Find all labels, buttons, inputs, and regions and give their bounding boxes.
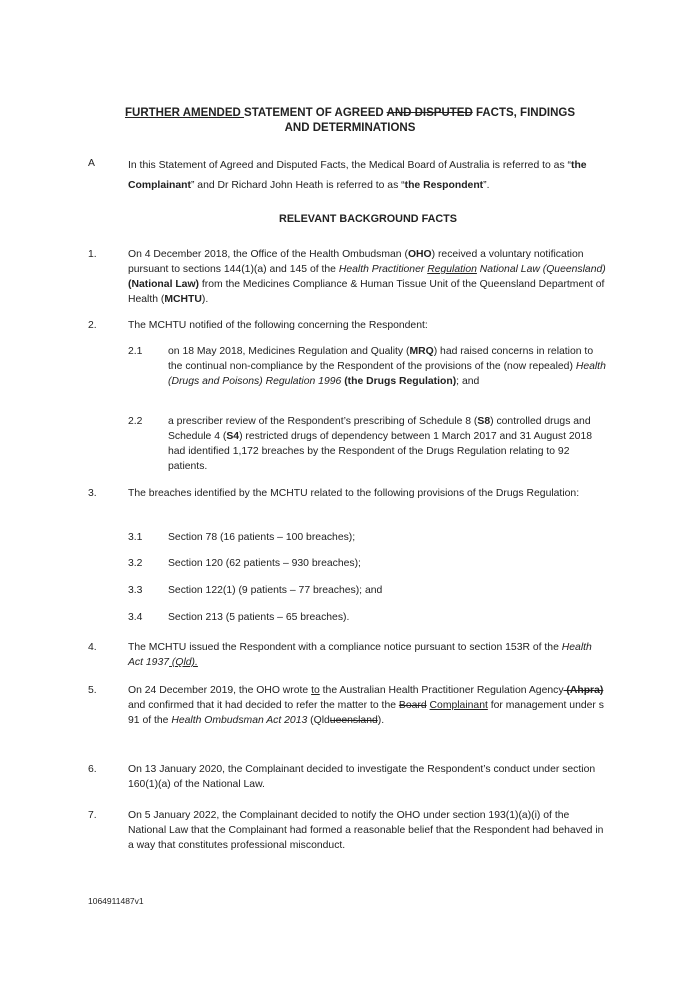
text-run: The MCHTU issued the Respondent with a compliance notice pursuant to section 153R of the xyxy=(128,642,562,653)
paragraph-text xyxy=(128,640,608,670)
paragraph-text: The MCHTU notified of the following concerning the Respondent: xyxy=(128,320,428,331)
inserted-text: Complainant xyxy=(429,700,488,711)
subparagraph-number: 3.4 xyxy=(128,612,143,623)
paragraph-text xyxy=(128,156,608,196)
paragraph-a xyxy=(88,156,608,196)
text-run: the Australian Health Practitioner Regulation Agency xyxy=(319,685,564,696)
subparagraph-number: 2.1 xyxy=(128,346,143,357)
title-amended: FURTHER AMENDED xyxy=(124,107,245,119)
paragraph-number: 5. xyxy=(88,685,97,696)
title-line2: AND DETERMINATIONS xyxy=(284,122,416,134)
title-struck: AND DISPUTED xyxy=(386,107,473,119)
text-run: ) received a voluntary notification pursuant to sections 144(1)(a) and 145 of the xyxy=(128,249,584,275)
paragraph-2 xyxy=(88,318,608,333)
list-item xyxy=(128,530,608,545)
defined-term: MCHTU xyxy=(164,294,202,305)
act-title: Health Ombudsman Act 2013 xyxy=(171,715,308,726)
text-run: In this Statement of Agreed and Disputed Facts, the Medical Board of Australia is referred to as “ xyxy=(128,160,571,171)
paragraph-3 xyxy=(88,486,608,501)
document-title xyxy=(90,106,610,136)
text-run: ). xyxy=(377,715,385,726)
defined-term: OHO xyxy=(407,249,432,260)
subparagraph-text: Section 122(1) (9 patients – 77 breaches); and xyxy=(168,585,383,596)
paragraph-number: 4. xyxy=(88,642,97,653)
paragraph-number: A xyxy=(88,158,95,169)
paragraph-text xyxy=(128,683,608,728)
section-heading: RELEVANT BACKGROUND FACTS xyxy=(279,213,457,225)
subparagraph-text xyxy=(168,414,608,474)
paragraph-1 xyxy=(88,247,608,307)
subparagraph-number: 3.3 xyxy=(128,585,143,596)
paragraph-number: 1. xyxy=(88,249,97,260)
subparagraph-text: Section 78 (16 patients – 100 breaches); xyxy=(168,532,356,543)
text-run: ). xyxy=(201,294,209,305)
title-statement: STATEMENT OF AGREED xyxy=(244,107,387,119)
deleted-text: Board xyxy=(398,700,427,711)
text-run: On 4 December 2018, the Office of the Health Ombudsman ( xyxy=(128,249,408,260)
subparagraph-number: 3.1 xyxy=(128,532,143,543)
paragraph-6 xyxy=(88,762,608,792)
text-run: (Qld xyxy=(307,715,330,726)
subparagraph-2-2 xyxy=(128,414,608,474)
paragraph-text: On 13 January 2020, the Complainant decided to investigate the Respondent’s conduct under section 160(1)(a) of the National Law. xyxy=(128,764,596,790)
list-item xyxy=(128,610,608,625)
defined-term: S4 xyxy=(226,431,240,442)
text-run: ) controlled drugs and Schedule 4 ( xyxy=(168,416,591,442)
paragraph-number: 6. xyxy=(88,764,97,775)
defined-term: the Complainant xyxy=(128,160,587,191)
subparagraph-number: 2.2 xyxy=(128,416,143,427)
text-run: On 24 December 2019, the OHO wrote xyxy=(128,685,312,696)
paragraph-number: 3. xyxy=(88,488,97,499)
subparagraph-text: Section 213 (5 patients – 65 breaches). xyxy=(168,612,350,623)
text-run: from the Medicines Compliance & Human Tissue Unit of the Queensland Department of Health ( xyxy=(128,279,605,305)
subparagraph-text xyxy=(168,344,608,389)
text-run: and confirmed that it had decided to refer the matter to the xyxy=(128,700,399,711)
defined-term: S8 xyxy=(477,416,491,427)
act-title: Health Act 1937 xyxy=(128,642,592,668)
defined-term: (the Drugs Regulation) xyxy=(344,376,457,387)
text-run: ) restricted drugs of dependency between 1 March 2017 and 31 August 2018 had identified 1,172 breaches by the Respondent of the Drugs Regulation relating to 92 patients. xyxy=(168,431,593,472)
paragraph-number: 2. xyxy=(88,320,97,331)
act-title-amended: Regulation xyxy=(427,264,477,275)
paragraph-text: The breaches identified by the MCHTU related to the following provisions of the Drugs Regulation: xyxy=(128,488,580,499)
act-jurisdiction-amended: (Qld). xyxy=(169,657,198,668)
act-title: Health Practitioner xyxy=(338,264,428,275)
list-item xyxy=(128,556,608,571)
list-item xyxy=(128,583,608,598)
text-run: for management under s 91 of the xyxy=(128,700,604,726)
text-run: ” and Dr Richard John Heath is referred to as “ xyxy=(190,180,405,191)
text-run: ”. xyxy=(483,180,490,191)
defined-term: MRQ xyxy=(409,346,434,357)
paragraph-4 xyxy=(88,640,608,670)
title-facts: FACTS, FINDINGS xyxy=(472,107,576,119)
paragraph-text xyxy=(128,247,608,307)
text-run: ; and xyxy=(456,376,480,387)
subparagraph-text: Section 120 (62 patients – 930 breaches); xyxy=(168,558,361,569)
text-run: ) had raised concerns in relation to the continual non-compliance by the Respondent of the provisions of the (now repealed) xyxy=(168,346,594,372)
defined-term: (National Law) xyxy=(128,279,200,290)
text-run: a prescriber review of the Respondent’s prescribing of Schedule 8 ( xyxy=(168,416,478,427)
text-run: on 18 May 2018, Medicines Regulation and Quality ( xyxy=(168,346,410,357)
paragraph-5 xyxy=(88,683,608,728)
document-reference: 1064911487v1 xyxy=(88,896,144,906)
deleted-text: (Ahpra) xyxy=(563,685,604,696)
act-title: Health (Drugs and Poisons) Regulation 1996 xyxy=(168,361,606,387)
subparagraph-2-1 xyxy=(128,344,608,389)
inserted-text: to xyxy=(311,685,320,696)
deleted-text: ueensland xyxy=(329,715,378,726)
paragraph-7 xyxy=(88,808,608,853)
defined-term: the Respondent xyxy=(404,180,484,191)
subparagraph-number: 3.2 xyxy=(128,558,143,569)
paragraph-number: 7. xyxy=(88,810,97,821)
act-title: National Law (Queensland) xyxy=(476,264,606,275)
paragraph-text: On 5 January 2022, the Complainant decided to notify the OHO under section 193(1)(a)(i) of the National Law that the Complainant had formed a reasonable belief that the Respondent had behaved in a way that constitutes professional misconduct. xyxy=(128,810,604,851)
